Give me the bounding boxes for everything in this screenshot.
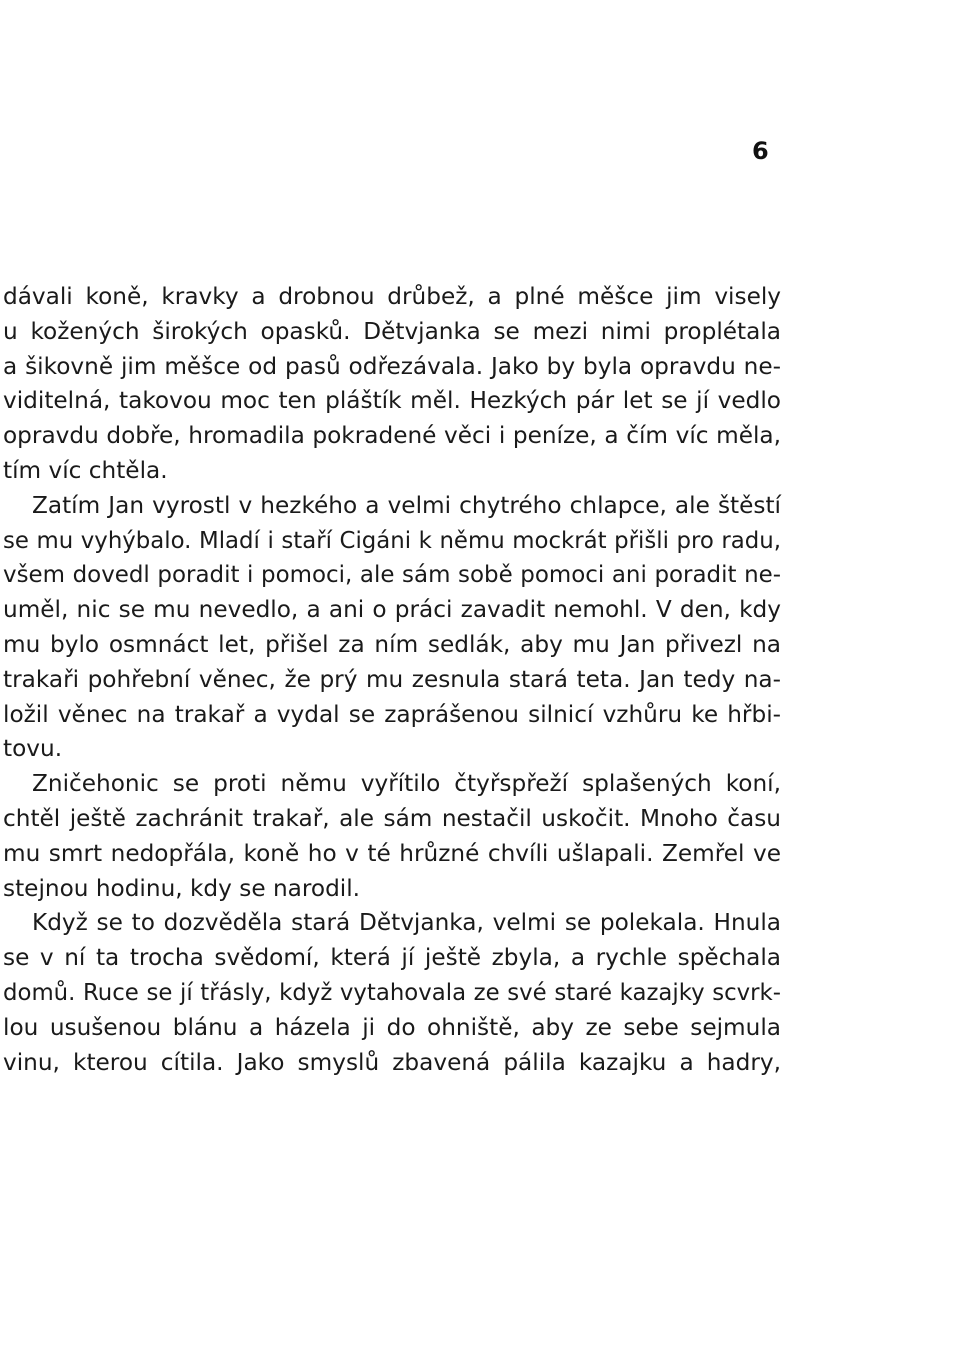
paragraph bbox=[3, 280, 781, 489]
text-line: vinu, kterou cítila. Jako smyslů zbavená pálila kazajku a hadry, bbox=[3, 1048, 781, 1076]
paragraph bbox=[3, 906, 781, 1080]
text-line: Zničehonic se proti němu vyřítilo čtyřspřeží splašených koní, bbox=[32, 770, 781, 798]
paragraph bbox=[3, 489, 781, 767]
text-line: dávali koně, kravky a drobnou drůbež, a plné měšce jim visely bbox=[3, 283, 781, 310]
body-text bbox=[3, 280, 781, 1080]
text-line: mu bylo osmnáct let, přišel za ním sedlák, aby mu Jan přivezl na bbox=[3, 630, 781, 658]
text-line: u kožených širokých opasků. Dětvjanka se mezi nimi proplétala bbox=[3, 317, 781, 345]
text-line: Když se to dozvěděla stará Dětvjanka, velmi se polekala. Hnula bbox=[32, 909, 781, 937]
page-number: 6 bbox=[752, 137, 769, 165]
text-line: ložil věnec na trakař a vydal se zaprášenou silnicí vzhůru ke hřbi- bbox=[3, 700, 781, 728]
text-line: tovu. bbox=[3, 735, 63, 763]
paragraph bbox=[3, 767, 781, 906]
text-line: lou usušenou blánu a házela ji do ohniště, aby ze sebe sejmula bbox=[3, 1013, 781, 1041]
text-line: mu smrt nedopřála, koně ho v té hrůzné chvíli ušlapali. Zemřel ve bbox=[3, 839, 781, 867]
text-line: stejnou hodinu, kdy se narodil. bbox=[3, 874, 361, 902]
text-line: se mu vyhýbalo. Mladí i staří Cigáni k němu mockrát přišli pro radu, bbox=[3, 527, 781, 554]
text-line: viditelná, takovou moc ten pláštík měl. Hezkých pár let se jí vedlo bbox=[3, 387, 781, 415]
text-line: chtěl ještě zachránit trakař, ale sám nestačil uskočit. Mnoho času bbox=[3, 804, 781, 832]
text-line: trakaři pohřební věnec, že prý mu zesnula stará teta. Jan tedy na- bbox=[3, 665, 781, 693]
text-line: Zatím Jan vyrostl v hezkého a velmi chytrého chlapce, ale štěstí bbox=[32, 491, 781, 519]
text-line: se v ní ta trocha svědomí, která jí ještě zbyla, a rychle spěchala bbox=[3, 944, 781, 972]
text-line: všem dovedl poradit i pomoci, ale sám sobě pomoci ani poradit ne- bbox=[3, 562, 781, 589]
text-line: tím víc chtěla. bbox=[3, 456, 168, 484]
text-line: opravdu dobře, hromadila pokradené věci i peníze, a čím víc měla, bbox=[3, 422, 781, 450]
text-line: uměl, nic se mu nevedlo, a ani o práci zavadit nemohl. V den, kdy bbox=[3, 596, 781, 624]
text-line: domů. Ruce se jí třásly, když vytahovala ze své staré kazajky scvrk- bbox=[3, 979, 781, 1006]
text-line: a šikovně jim měšce od pasů odřezávala. Jako by byla opravdu ne- bbox=[3, 352, 781, 380]
